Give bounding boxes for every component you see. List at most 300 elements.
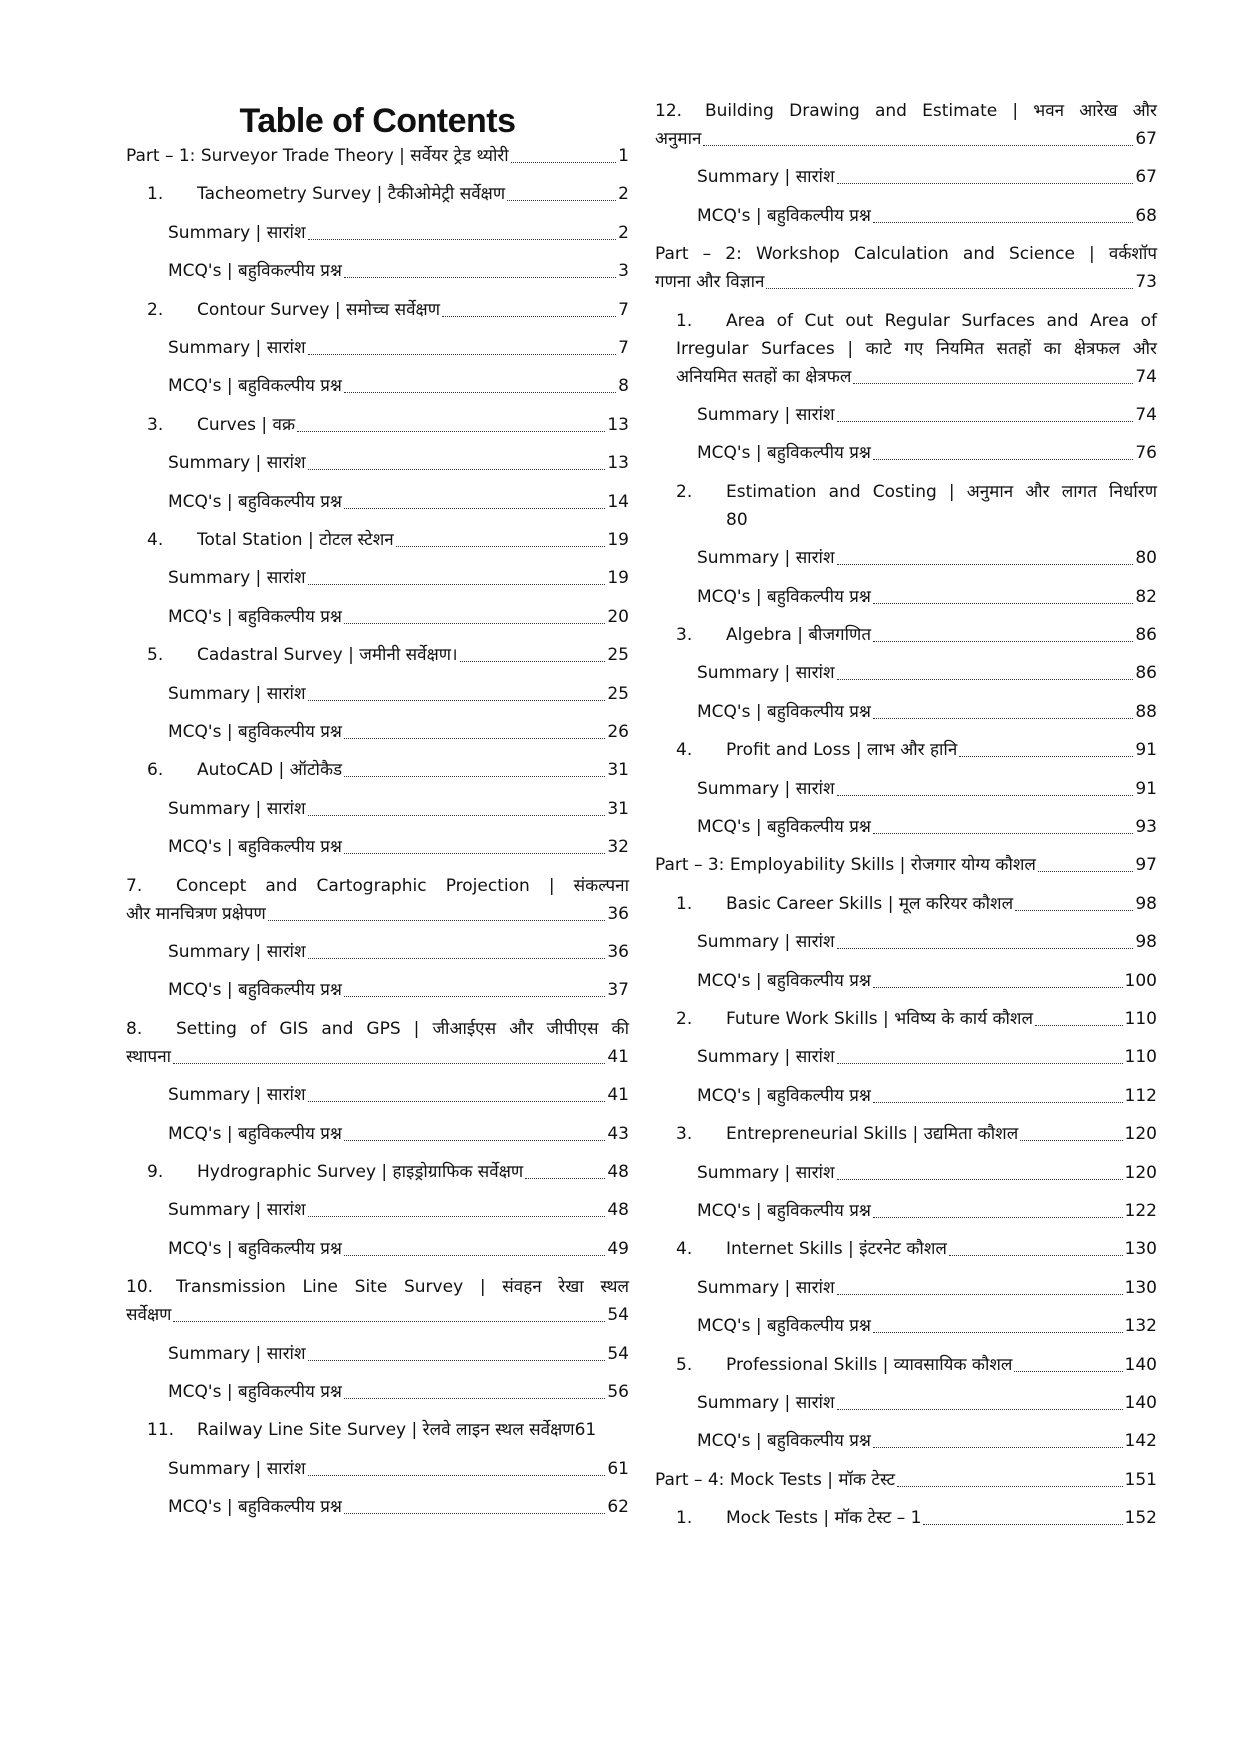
leader-dots <box>873 987 1123 988</box>
leader-dots <box>344 1255 605 1256</box>
leader-dots <box>873 641 1133 642</box>
page-number: 152 <box>1124 1508 1157 1529</box>
entry-title: MCQ's | बहुविकल्पीय प्रश्न <box>697 205 871 226</box>
entry-title: MCQ's | बहुविकल्पीय प्रश्न <box>697 443 871 464</box>
page-number: 31 <box>607 798 629 819</box>
entry-title-line1: Setting of GIS and GPS | जीआईएस और जीपीएस की <box>176 1018 629 1039</box>
page-number: 20 <box>607 606 629 627</box>
leader-dots <box>923 1524 1122 1525</box>
page-number: 36 <box>607 903 629 924</box>
leader-dots <box>1015 910 1133 911</box>
page-number: 140 <box>1124 1393 1157 1413</box>
page-title: Table of Contents <box>239 102 516 140</box>
leader-dots <box>308 700 606 701</box>
entry-title: Summary | सारांश <box>168 1458 306 1479</box>
entry-title: Summary | सारांश <box>697 778 835 799</box>
page-number: 3 <box>618 261 629 282</box>
entry-title-line2: सर्वेक्षण <box>126 1305 172 1326</box>
toc-entry-sub[interactable] <box>655 1197 1157 1225</box>
entry-number: 9. <box>147 1162 164 1182</box>
toc-entry-wrap[interactable] <box>126 872 629 928</box>
toc-entry-ch[interactable] <box>126 180 629 208</box>
entry-number: 12. <box>655 101 683 121</box>
entry-title: MCQ's | बहुविकल्पीय प्रश्न <box>168 837 342 858</box>
entry-title: MCQ's | बहुविकल्पीय प्रश्न <box>168 376 342 397</box>
entry-title: Algebra | बीजगणित <box>726 625 872 645</box>
entry-title: Part – 1: Surveyor Trade Theory | सर्वेयर ट्रेड थ्योरी <box>126 146 509 166</box>
entry-number: 1. <box>676 1508 693 1529</box>
entry-title: MCQ's | बहुविकल्पीय प्रश्न <box>697 1316 871 1337</box>
leader-dots <box>173 1063 605 1064</box>
page-number: 120 <box>1124 1124 1157 1145</box>
page-number: 43 <box>607 1123 629 1144</box>
page-number: 82 <box>1135 586 1157 607</box>
leader-dots <box>308 239 617 240</box>
page-number: 68 <box>1135 205 1157 226</box>
leader-dots <box>837 1179 1123 1180</box>
toc-entry-ch[interactable] <box>655 1504 1157 1532</box>
entry-title: Cadastral Survey | जमीनी सर्वेक्षण। <box>197 645 458 666</box>
toc-entry-sub[interactable] <box>655 202 1157 230</box>
entry-title: MCQ's | बहुविकल्पीय प्रश्न <box>697 1201 871 1221</box>
entry-title: MCQ's | बहुविकल्पीय प्रश्न <box>168 261 342 282</box>
entry-title: Profit and Loss | लाभ और हानि <box>726 740 958 761</box>
entry-title: Summary | सारांश <box>168 568 306 589</box>
leader-dots <box>308 815 606 816</box>
entry-number: 2. <box>676 1009 693 1029</box>
leader-dots <box>308 1360 606 1361</box>
page-number: 41 <box>607 1046 629 1067</box>
leader-dots <box>837 1294 1123 1295</box>
toc-entry-sub[interactable] <box>655 583 1157 611</box>
page-number: 91 <box>1135 740 1157 761</box>
entry-title: Summary | सारांश <box>168 942 306 962</box>
toc-entry-sub[interactable] <box>126 1340 629 1368</box>
leader-dots <box>344 776 605 777</box>
toc-entry-ch[interactable] <box>126 641 629 669</box>
leader-dots <box>297 431 605 432</box>
leader-dots <box>268 920 606 921</box>
leader-dots <box>344 392 616 393</box>
leader-dots <box>853 383 1133 384</box>
entry-title: Tacheometry Survey | टैकीओमेट्री सर्वेक्षण <box>197 184 506 205</box>
toc-entry-sub[interactable] <box>126 1235 629 1263</box>
entry-number: 11. <box>147 1420 175 1441</box>
entry-title: Summary | सारांश <box>168 453 306 474</box>
page-number: 73 <box>1135 272 1157 293</box>
page-number: 48 <box>607 1162 629 1182</box>
leader-dots <box>703 145 1133 146</box>
leader-dots <box>344 1398 605 1399</box>
toc-entry-chnodots[interactable] <box>126 1416 629 1444</box>
page-number: 48 <box>607 1200 629 1221</box>
toc-entry-sub[interactable] <box>126 938 629 966</box>
page-number: 74 <box>1135 405 1157 425</box>
entry-number: 1. <box>676 893 693 914</box>
leader-dots <box>837 564 1134 565</box>
entry-title: Summary | सारांश <box>697 1393 835 1413</box>
page-number: 132 <box>1124 1316 1157 1337</box>
toc-entry-ch[interactable] <box>655 1351 1157 1379</box>
leader-dots <box>396 546 606 547</box>
page-number: 100 <box>1124 970 1157 991</box>
toc-entry-part[interactable] <box>655 1466 1157 1494</box>
toc-entry-sub[interactable] <box>126 718 629 746</box>
leader-dots <box>344 738 605 739</box>
leader-dots <box>308 1216 606 1217</box>
toc-entry-wrap3[interactable] <box>655 307 1157 391</box>
entry-title: MCQ's | बहुविकल्पीय प्रश्न <box>168 1238 342 1259</box>
entry-title: Basic Career Skills | मूल करियर कौशल <box>726 893 1014 914</box>
page-number: 91 <box>1135 778 1157 799</box>
toc-entry-sub[interactable] <box>655 1159 1157 1187</box>
entry-title-line1: Area of Cut out Regular Surfaces and Area of <box>726 310 1157 331</box>
leader-dots <box>308 1101 606 1102</box>
page-number: 7 <box>618 338 629 358</box>
page-number: 1 <box>618 146 629 166</box>
toc-entry-ch[interactable] <box>126 1158 629 1186</box>
toc-entry-ch[interactable] <box>655 1005 1157 1033</box>
entry-number: 4. <box>147 530 164 550</box>
entry-title: MCQ's | बहुविकल्पीय प्रश्न <box>697 701 871 722</box>
toc-entry-sub[interactable] <box>655 928 1157 956</box>
entry-title-line2: गणना और विज्ञान <box>655 272 765 293</box>
entry-title: Summary | सारांश <box>697 1277 835 1298</box>
leader-dots <box>511 162 616 163</box>
page-number: 13 <box>607 453 629 474</box>
entry-number: 4. <box>676 740 693 761</box>
entry-number: 10. <box>126 1277 154 1298</box>
entry-title: MCQ's | बहुविकल्पीय प्रश्न <box>697 970 871 991</box>
entry-title-line1: Building Drawing and Estimate | भवन आरेख और <box>705 101 1157 121</box>
leader-dots <box>344 853 605 854</box>
page-number: 32 <box>607 837 629 858</box>
entry-number: 1. <box>147 184 164 205</box>
entry-title: Future Work Skills | भविष्य के कार्य कौशल <box>726 1009 1034 1029</box>
toc-entry-sub[interactable] <box>126 833 629 861</box>
page-number: 7 <box>618 299 629 320</box>
toc-entry-sub[interactable] <box>126 449 629 477</box>
toc-entry-sub[interactable] <box>126 1455 629 1483</box>
entry-title-line3: अनियमित सतहों का क्षेत्रफल <box>676 366 852 387</box>
entry-title: Total Station | टोटल स्टेशन <box>197 530 394 550</box>
toc-entry-sub[interactable] <box>126 603 629 631</box>
page-number: 93 <box>1135 817 1157 837</box>
toc-entry-part[interactable] <box>655 851 1157 879</box>
entry-title: MCQ's | बहुविकल्पीय प्रश्न <box>168 1123 342 1144</box>
leader-dots <box>344 1140 605 1141</box>
page-number: 76 <box>1135 443 1157 464</box>
toc-entry-sub[interactable] <box>126 1378 629 1406</box>
leader-dots <box>308 354 617 355</box>
entry-title: Summary | सारांश <box>697 1162 835 1183</box>
entry-number: 4. <box>676 1239 693 1260</box>
entry-title: Summary | सारांश <box>697 932 835 953</box>
page-number: 2 <box>618 184 629 205</box>
toc-entry-sub[interactable] <box>126 488 629 516</box>
leader-dots <box>308 469 606 470</box>
leader-dots <box>837 421 1134 422</box>
page-number: 62 <box>607 1497 629 1518</box>
toc-entry-sub[interactable] <box>126 334 629 362</box>
toc-entry-ch[interactable] <box>126 526 629 554</box>
toc-entry-sub[interactable] <box>655 1312 1157 1340</box>
toc-entry-sub[interactable] <box>655 1082 1157 1110</box>
leader-dots <box>873 222 1133 223</box>
toc-entry-sub[interactable] <box>655 967 1157 995</box>
toc-entry-ch[interactable] <box>655 1235 1157 1263</box>
page-number: 19 <box>607 568 629 589</box>
leader-dots <box>837 183 1134 184</box>
entry-title-line1: Concept and Cartographic Projection | संकल्पना <box>176 875 629 896</box>
toc-entry-sub[interactable] <box>655 1043 1157 1071</box>
toc-entry-ch[interactable] <box>126 756 629 784</box>
entry-title-line1: Transmission Line Site Survey | संवहन रेखा स्थल <box>176 1277 629 1298</box>
entry-title: Summary | सारांश <box>697 167 835 188</box>
entry-title: Internet Skills | इंटरनेट कौशल <box>726 1239 947 1260</box>
page-number: 98 <box>1135 932 1157 953</box>
page-number: 19 <box>607 530 629 550</box>
entry-title: MCQ's | बहुविकल्पीय प्रश्न <box>168 491 342 512</box>
page-number: 97 <box>1135 855 1157 876</box>
toc-entry-sub[interactable] <box>655 1389 1157 1417</box>
page-number: 25 <box>607 683 629 704</box>
toc-entry-part[interactable] <box>126 142 629 170</box>
entry-title: MCQ's | बहुविकल्पीय प्रश्न <box>697 1431 871 1452</box>
leader-dots <box>1038 871 1133 872</box>
entry-title: Summary | सारांश <box>697 405 835 425</box>
leader-dots <box>837 679 1134 680</box>
leader-dots <box>959 756 1133 757</box>
entry-title: Mock Tests | मॉक टेस्ट – 1 <box>726 1508 922 1529</box>
leader-dots <box>873 833 1133 834</box>
entry-title: Curves | वक्र <box>197 414 296 435</box>
entry-title: Summary | सारांश <box>168 222 306 243</box>
entry-number: 5. <box>147 645 164 666</box>
entry-title: MCQ's | बहुविकल्पीय प्रश्न <box>168 980 342 1001</box>
leader-dots <box>344 1513 605 1514</box>
toc-entry-wrap[interactable] <box>655 97 1157 153</box>
entry-number: 1. <box>676 310 693 331</box>
entry-number: 2. <box>676 481 693 502</box>
page-number: 88 <box>1135 701 1157 722</box>
page-number: 86 <box>1135 663 1157 684</box>
page-number: 80 <box>1135 548 1157 569</box>
page-number: 36 <box>607 942 629 962</box>
leader-dots <box>460 661 606 662</box>
leader-dots <box>873 1102 1123 1103</box>
entry-title: Part – 4: Mock Tests | मॉक टेस्ट <box>655 1469 896 1490</box>
entry-title: Summary | सारांश <box>168 1085 306 1106</box>
entry-title: Professional Skills | व्यावसायिक कौशल <box>726 1354 1013 1375</box>
toc-entry-sub[interactable] <box>655 439 1157 467</box>
page-number: 130 <box>1124 1277 1157 1298</box>
leader-dots <box>873 459 1133 460</box>
page-number: 86 <box>1135 625 1157 645</box>
page-number: 112 <box>1124 1085 1157 1106</box>
entry-number: 3. <box>147 414 164 435</box>
entry-title: Part – 3: Employability Skills | रोजगार योग्य कौशल <box>655 855 1036 876</box>
page-number: 14 <box>607 491 629 512</box>
entry-number: 3. <box>676 625 693 645</box>
toc-entry-sub[interactable] <box>126 680 629 708</box>
page-number: 25 <box>607 645 629 666</box>
leader-dots <box>442 316 616 317</box>
entry-title: AutoCAD | ऑटोकैड <box>197 760 343 781</box>
leader-dots <box>837 1409 1123 1410</box>
page-number: 8 <box>618 376 629 397</box>
leader-dots <box>949 1255 1123 1256</box>
leader-dots <box>837 948 1134 949</box>
entry-title: MCQ's | बहुविकल्पीय प्रश्न <box>168 606 342 627</box>
page-number: 74 <box>1135 366 1157 387</box>
toc-entry-sub[interactable] <box>655 163 1157 191</box>
leader-dots <box>344 623 605 624</box>
entry-title-line2: Irregular Surfaces | काटे गए नियमित सतहों का क्षेत्रफल और <box>676 338 1157 359</box>
toc-entry-sub[interactable] <box>126 1493 629 1521</box>
page-number: 49 <box>607 1238 629 1259</box>
leader-dots <box>1035 1025 1123 1026</box>
page-number: 26 <box>607 722 629 742</box>
page-number: 37 <box>607 980 629 1001</box>
toc-entry-wrap[interactable] <box>126 1273 629 1329</box>
entry-title: Summary | सारांश <box>168 683 306 704</box>
leader-dots <box>344 277 616 278</box>
entry-title: MCQ's | बहुविकल्पीय प्रश्न <box>697 1085 871 1106</box>
leader-dots <box>897 1486 1122 1487</box>
toc-entry-ch[interactable] <box>655 736 1157 764</box>
leader-dots <box>1020 1140 1122 1141</box>
toc-entry-sub[interactable] <box>655 1274 1157 1302</box>
entry-title-line2: 80 <box>726 509 748 530</box>
toc-entry-sub[interactable] <box>126 564 629 592</box>
entry-title-line2: और मानचित्रण प्रक्षेपण <box>126 903 266 924</box>
leader-dots <box>308 958 606 959</box>
entry-title: Summary | सारांश <box>697 548 835 569</box>
toc-entry-sub[interactable] <box>126 1120 629 1148</box>
leader-dots <box>308 1475 606 1476</box>
toc-entry-sub[interactable] <box>126 976 629 1004</box>
entry-title: Hydrographic Survey | हाइड्रोग्राफिक सर्वेक्षण <box>197 1162 524 1182</box>
toc-entry-wrap[interactable] <box>126 1015 629 1071</box>
entry-number: 3. <box>676 1124 693 1145</box>
entry-title: MCQ's | बहुविकल्पीय प्रश्न <box>697 586 871 607</box>
entry-title-line1: Part – 2: Workshop Calculation and Science | वर्कशॉप <box>655 244 1157 265</box>
toc-entry-sub[interactable] <box>655 813 1157 841</box>
leader-dots <box>525 1178 605 1179</box>
toc-entry-sub[interactable] <box>655 775 1157 803</box>
page-number: 61 <box>574 1420 597 1441</box>
entry-title: Entrepreneurial Skills | उद्यमिता कौशल <box>726 1124 1019 1145</box>
page-number: 140 <box>1124 1354 1157 1375</box>
leader-dots <box>173 1321 605 1322</box>
toc-entry-ch[interactable] <box>655 890 1157 918</box>
entry-title: MCQ's | बहुविकल्पीय प्रश्न <box>168 1382 342 1402</box>
page-number: 67 <box>1135 167 1157 188</box>
leader-dots <box>507 200 616 201</box>
leader-dots <box>873 1447 1123 1448</box>
entry-title: Summary | सारांश <box>168 338 306 358</box>
leader-dots <box>873 603 1133 604</box>
entry-title-line2: स्थापना <box>126 1046 172 1067</box>
toc-entry-partwrap[interactable] <box>655 240 1157 296</box>
leader-dots <box>873 1217 1123 1218</box>
leader-dots <box>837 795 1134 796</box>
entry-title: MCQ's | बहुविकल्पीय प्रश्न <box>168 722 342 742</box>
leader-dots <box>1014 1371 1122 1372</box>
toc-entry-sub[interactable] <box>655 1427 1157 1455</box>
page-number: 54 <box>607 1305 629 1326</box>
entry-number: 5. <box>676 1354 693 1375</box>
entry-number: 2. <box>147 299 164 320</box>
entry-title: Summary | सारांश <box>697 1047 835 1068</box>
entry-title: Summary | सारांश <box>168 1343 306 1364</box>
page-number: 61 <box>607 1458 629 1479</box>
toc-entry-sub[interactable] <box>655 401 1157 429</box>
entry-title: Contour Survey | समोच्च सर्वेक्षण <box>197 299 441 320</box>
toc-entry-ch[interactable] <box>126 411 629 439</box>
page-number: 13 <box>607 414 629 435</box>
page-number: 120 <box>1124 1162 1157 1183</box>
entry-title: MCQ's | बहुविकल्पीय प्रश्न <box>168 1497 342 1518</box>
toc-entry-sub[interactable] <box>655 659 1157 687</box>
entry-title: Summary | सारांश <box>168 1200 306 1221</box>
leader-dots <box>344 508 605 509</box>
page-number: 142 <box>1124 1431 1157 1452</box>
entry-number: 8. <box>126 1018 143 1039</box>
entry-number: 7. <box>126 875 143 896</box>
entry-title-line2: अनुमान <box>655 129 702 149</box>
toc-entry-sub[interactable] <box>126 372 629 400</box>
entry-title: MCQ's | बहुविकल्पीय प्रश्न <box>697 817 871 837</box>
toc-entry-ch[interactable] <box>655 1120 1157 1148</box>
page-number: 41 <box>607 1085 629 1106</box>
entry-title: Summary | सारांश <box>168 798 306 819</box>
page-number: 122 <box>1124 1201 1157 1221</box>
entry-number: 6. <box>147 760 164 781</box>
leader-dots <box>837 1063 1123 1064</box>
page-number: 98 <box>1135 893 1157 914</box>
page-number: 151 <box>1124 1469 1157 1490</box>
entry-title: Summary | सारांश <box>697 663 835 684</box>
toc-entry-sub[interactable] <box>655 698 1157 726</box>
page-number: 54 <box>607 1343 629 1364</box>
page-number: 110 <box>1124 1047 1157 1068</box>
page-number: 31 <box>607 760 629 781</box>
leader-dots <box>766 288 1133 289</box>
toc-entry-wrapnodots[interactable] <box>655 478 1157 534</box>
toc-entry-sub[interactable] <box>655 544 1157 572</box>
leader-dots <box>873 1332 1123 1333</box>
toc-entry-sub[interactable] <box>126 795 629 823</box>
page-number: 2 <box>618 222 629 243</box>
page-number: 130 <box>1124 1239 1157 1260</box>
leader-dots <box>308 584 606 585</box>
toc-entry-ch[interactable] <box>126 296 629 324</box>
leader-dots <box>873 718 1133 719</box>
page-number: 67 <box>1135 129 1157 149</box>
page-number: 56 <box>607 1382 629 1402</box>
entry-title-line1: Estimation and Costing | अनुमान और लागत निर्धारण <box>726 481 1157 502</box>
toc-entry-sub[interactable] <box>126 1196 629 1224</box>
entry-title: Railway Line Site Survey | रेलवे लाइन स्थल सर्वेक्षण <box>197 1420 575 1441</box>
leader-dots <box>344 996 605 997</box>
page-number: 110 <box>1124 1009 1157 1029</box>
toc-entry-sub[interactable] <box>126 219 629 247</box>
toc-entry-sub[interactable] <box>126 1081 629 1109</box>
toc-entry-sub[interactable] <box>126 257 629 285</box>
toc-entry-ch[interactable] <box>655 621 1157 649</box>
